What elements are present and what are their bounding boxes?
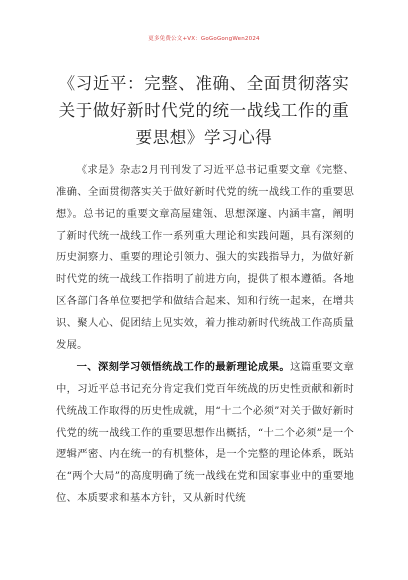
paragraph-1 bbox=[56, 160, 354, 356]
section-heading-1: 一、深刻学习领悟统战工作的最新理论成果。 bbox=[76, 361, 291, 374]
watermark-text: 更多免费公文+VX：GoGoGongWen2024 bbox=[148, 36, 260, 42]
paragraph-2 bbox=[56, 357, 354, 510]
paragraph-1-text: 《求是》杂志2月刊刊发了习近平总书记重要文章《完整、准确、全面贯彻落实关于做好新时代党的统一战线工作的重要思想》。总书记的重要文章高屋建瓴、思想深邃、内涵丰富，阐明了新时代统一战线工作一系列重大理论和实践问题，具有深刻的历史洞察力、重要的理论引领力、强大的实践指导力，为做好新时代党的统一战线工作指明了前进方向，提供了根本遵循。各地区各部门各单位要把学和做结合起来、知和行统一起来，在增共识、聚人心、促团结上见实效，着力推动新时代统战工作高质量发展。 bbox=[56, 164, 354, 351]
paragraph-2-text: 这篇重要文章中，习近平总书记充分肯定我们党百年统战的历史性贡献和新时代统战工作取得的历史性成就，用“十二个必须”对关于做好新时代党的统一战线工作的重要思想作出概括，“十二个必须”是一个逻辑严密、内在统一的有机整体，是一个完整的理论体系，既站在“两个大局”的高度明确了统一战线在党和国家事业中的重要地位、本质要求和基本方针，又从新时代统 bbox=[56, 361, 355, 505]
document-title: 《习近平：完整、准确、全面贯彻落实关于做好新时代党的统一战线工作的重要思想》学习心得 bbox=[58, 74, 350, 147]
